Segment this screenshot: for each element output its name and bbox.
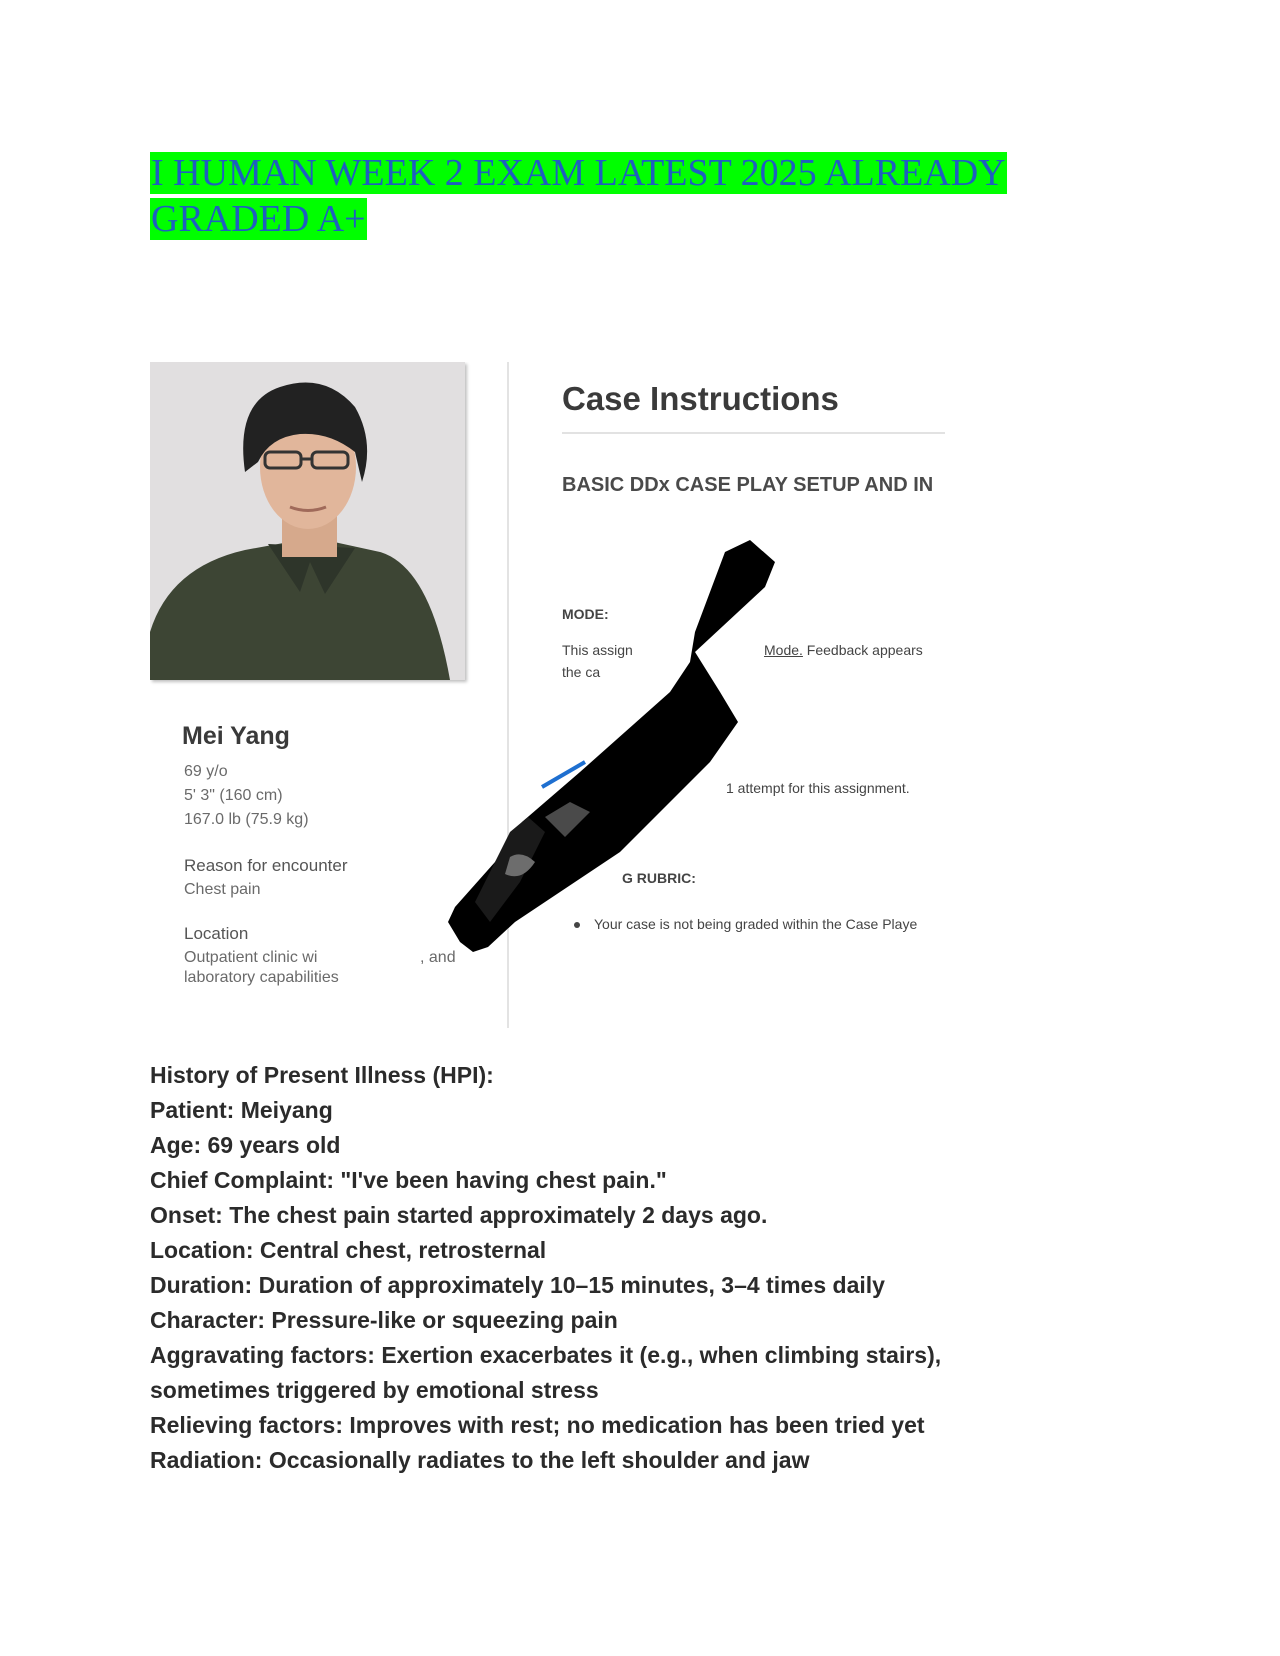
rubric-bullet-text: Your case is not being graded within the Case Playe [594, 916, 918, 932]
patient-age: 69 y/o [184, 763, 228, 780]
hpi-line: Onset: The chest pain started approximately 2 days ago. [150, 1202, 768, 1228]
hpi-line: Aggravating factors: Exertion exacerbates it (e.g., when climbing stairs), [150, 1342, 942, 1368]
document-title [150, 150, 1050, 242]
hpi-line: Duration: Duration of approximately 10–15 minutes, 3–4 times daily [150, 1272, 885, 1298]
redaction-scribble [150, 362, 945, 1028]
patient-weight: 167.0 lb (75.9 kg) [184, 811, 309, 828]
location-value-line1: Outpatient clinic wi [184, 949, 318, 966]
hpi-line: Radiation: Occasionally radiates to the left shoulder and jaw [150, 1447, 810, 1473]
reason-label: Reason for encounter [184, 856, 348, 875]
location-value-line2: laboratory capabilities [184, 969, 339, 986]
location-value-line1-end: , and [420, 949, 456, 966]
hpi-line: Patient: Meiyang [150, 1097, 333, 1123]
mode-text-start: This assign [562, 642, 633, 658]
hpi-heading: History of Present Illness (HPI): [150, 1062, 494, 1088]
mode-text-end: Feedback appears [802, 642, 923, 658]
hpi-line: sometimes triggered by emotional stress [150, 1377, 599, 1403]
hpi-line: Age: 69 years old [150, 1132, 341, 1158]
attempt-text: 1 attempt for this assignment. [726, 780, 910, 796]
hpi-line: Chief Complaint: "I've been having chest pain." [150, 1167, 667, 1193]
hpi-line: Location: Central chest, retrosternal [150, 1237, 547, 1263]
case-screenshot-image [150, 362, 945, 1028]
title-line-2: GRADED A+ [151, 198, 366, 240]
location-label: Location [184, 924, 249, 943]
case-instructions-title: Case Instructions [562, 380, 839, 417]
patient-height: 5' 3" (160 cm) [184, 787, 283, 804]
mode-link[interactable]: Mode. [764, 642, 803, 658]
rubric-label: G RUBRIC: [622, 870, 696, 886]
hpi-line: Character: Pressure-like or squeezing pain [150, 1307, 618, 1333]
patient-name: Mei Yang [182, 722, 290, 750]
reason-value: Chest pain [184, 881, 261, 898]
hpi-line: Relieving factors: Improves with rest; no medication has been tried yet [150, 1412, 925, 1438]
title-line-1: I HUMAN WEEK 2 EXAM LATEST 2025 ALREADY [151, 152, 1006, 194]
mode-label: MODE: [562, 606, 609, 622]
hpi-section [150, 1058, 1130, 1478]
mode-text-line2: the ca [562, 664, 601, 680]
case-subtitle: BASIC DDx CASE PLAY SETUP AND IN [562, 474, 934, 496]
